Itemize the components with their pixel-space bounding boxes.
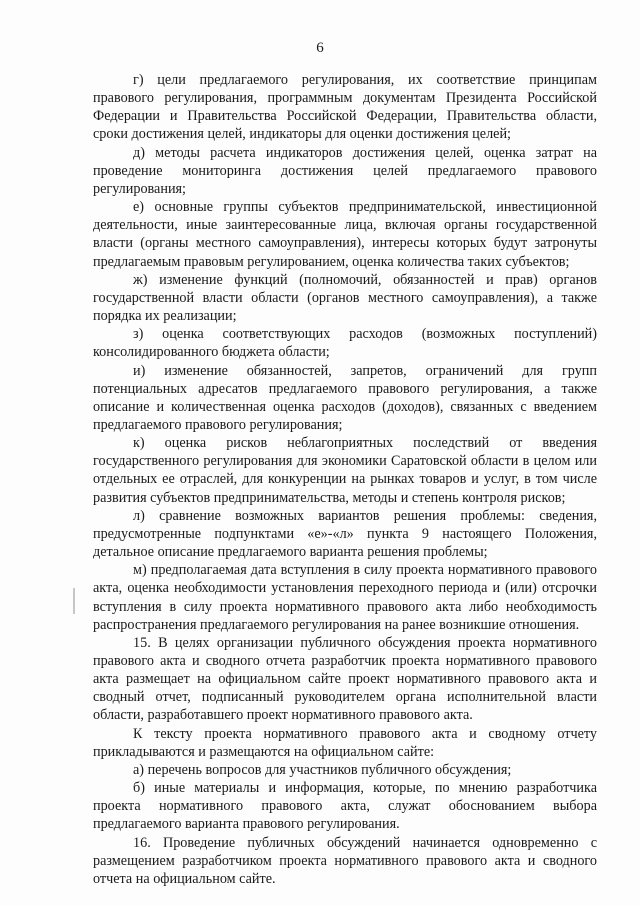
paragraph-clause-16: 16. Проведение публичных обсуждений начинается одновременно с размещением разработчиком проекта нормативного правового акта и сводного отчета на официальном сайте.: [93, 834, 597, 887]
paragraph-item-l: л) сравнение возможных вариантов решения проблемы: сведения, предусмотренные подпунктами «е»-«л» пункта 9 настоящего Положения, детальное описание предлагаемого варианта решения проблемы;: [93, 507, 597, 561]
paragraph-attachment-a: а) перечень вопросов для участников публичного обсуждения;: [133, 761, 512, 778]
paragraph-attachments-intro: К тексту проекта нормативного правового акта и сводному отчету прикладываются и размещаются на официальном сайте:: [93, 725, 597, 760]
paragraph-item-i: и) изменение обязанностей, запретов, ограничений для групп потенциальных адресатов предлагаемого правового регулирования, а также описание и количественная оценка расходов (доходов), связанных с введением предлагаемого правового регулирования;: [93, 362, 597, 433]
scan-artifact-mark: [73, 588, 75, 614]
paragraph-item-zh: ж) изменение функций (полномочий, обязанностей и прав) органов государственной власти области (органов местного самоуправления), а также порядка их реализации;: [93, 271, 597, 325]
paragraph-item-g: г) цели предлагаемого регулирования, их соответствие принципам правового регулирования, программным документам Президента Российской Федерации и Правительства Российской Федерации, Правительства области, сроки достижения целей, индикаторы для оценки достижения целей;: [93, 72, 597, 143]
paragraph-item-z: з) оценка соответствующих расходов (возможных поступлений) консолидированного бюджета области;: [93, 326, 597, 361]
page-number: 6: [316, 40, 324, 56]
paragraph-attachment-b: б) иные материалы и информация, которые, по мнению разработчика проекта нормативного правового акта, служат обоснованием выбора предлагаемого варианта правового регулирования.: [93, 780, 597, 833]
paragraph-item-k: к) оценка рисков неблагоприятных последствий от введения государственного регулирования для экономики Саратовской области в целом или отдельных ее отраслей, для конкуренции на рынках товаров и услуг, в том числе развития субъектов предпринимательства, методы и степень контроля рисков;: [93, 435, 597, 506]
paragraph-clause-15: 15. В целях организации публичного обсуждения проекта нормативного правового акта и сводного отчета разработчик проекта нормативного правового акта размещает на официальном сайте проект нормативного правового акта и сводный отчет, подписанный руководителем органа исполнительной власти области, разработавшего проект нормативного правового акта.: [93, 634, 597, 724]
document-body: [93, 71, 597, 888]
paragraph-item-e: е) основные группы субъектов предпринимательской, инвестиционной деятельности, иные заинтересованные лица, включая органы государственной власти (органы местного самоуправления), интересы которых будут затронуты предлагаемым правовым регулированием, оценка количества таких субъектов;: [93, 199, 597, 270]
paragraph-item-m: м) предполагаемая дата вступления в силу проекта нормативного правового акта, оценка необходимости установления переходного периода и (или) отсрочки вступления в силу проекта нормативного правового акта либо необходимость распространения предлагаемого регулирования на ранее возникшие отношения.: [93, 562, 597, 633]
paragraph-item-d: д) методы расчета индикаторов достижения целей, оценка затрат на проведение мониторинга достижения целей предлагаемого правового регулирования;: [93, 144, 597, 197]
